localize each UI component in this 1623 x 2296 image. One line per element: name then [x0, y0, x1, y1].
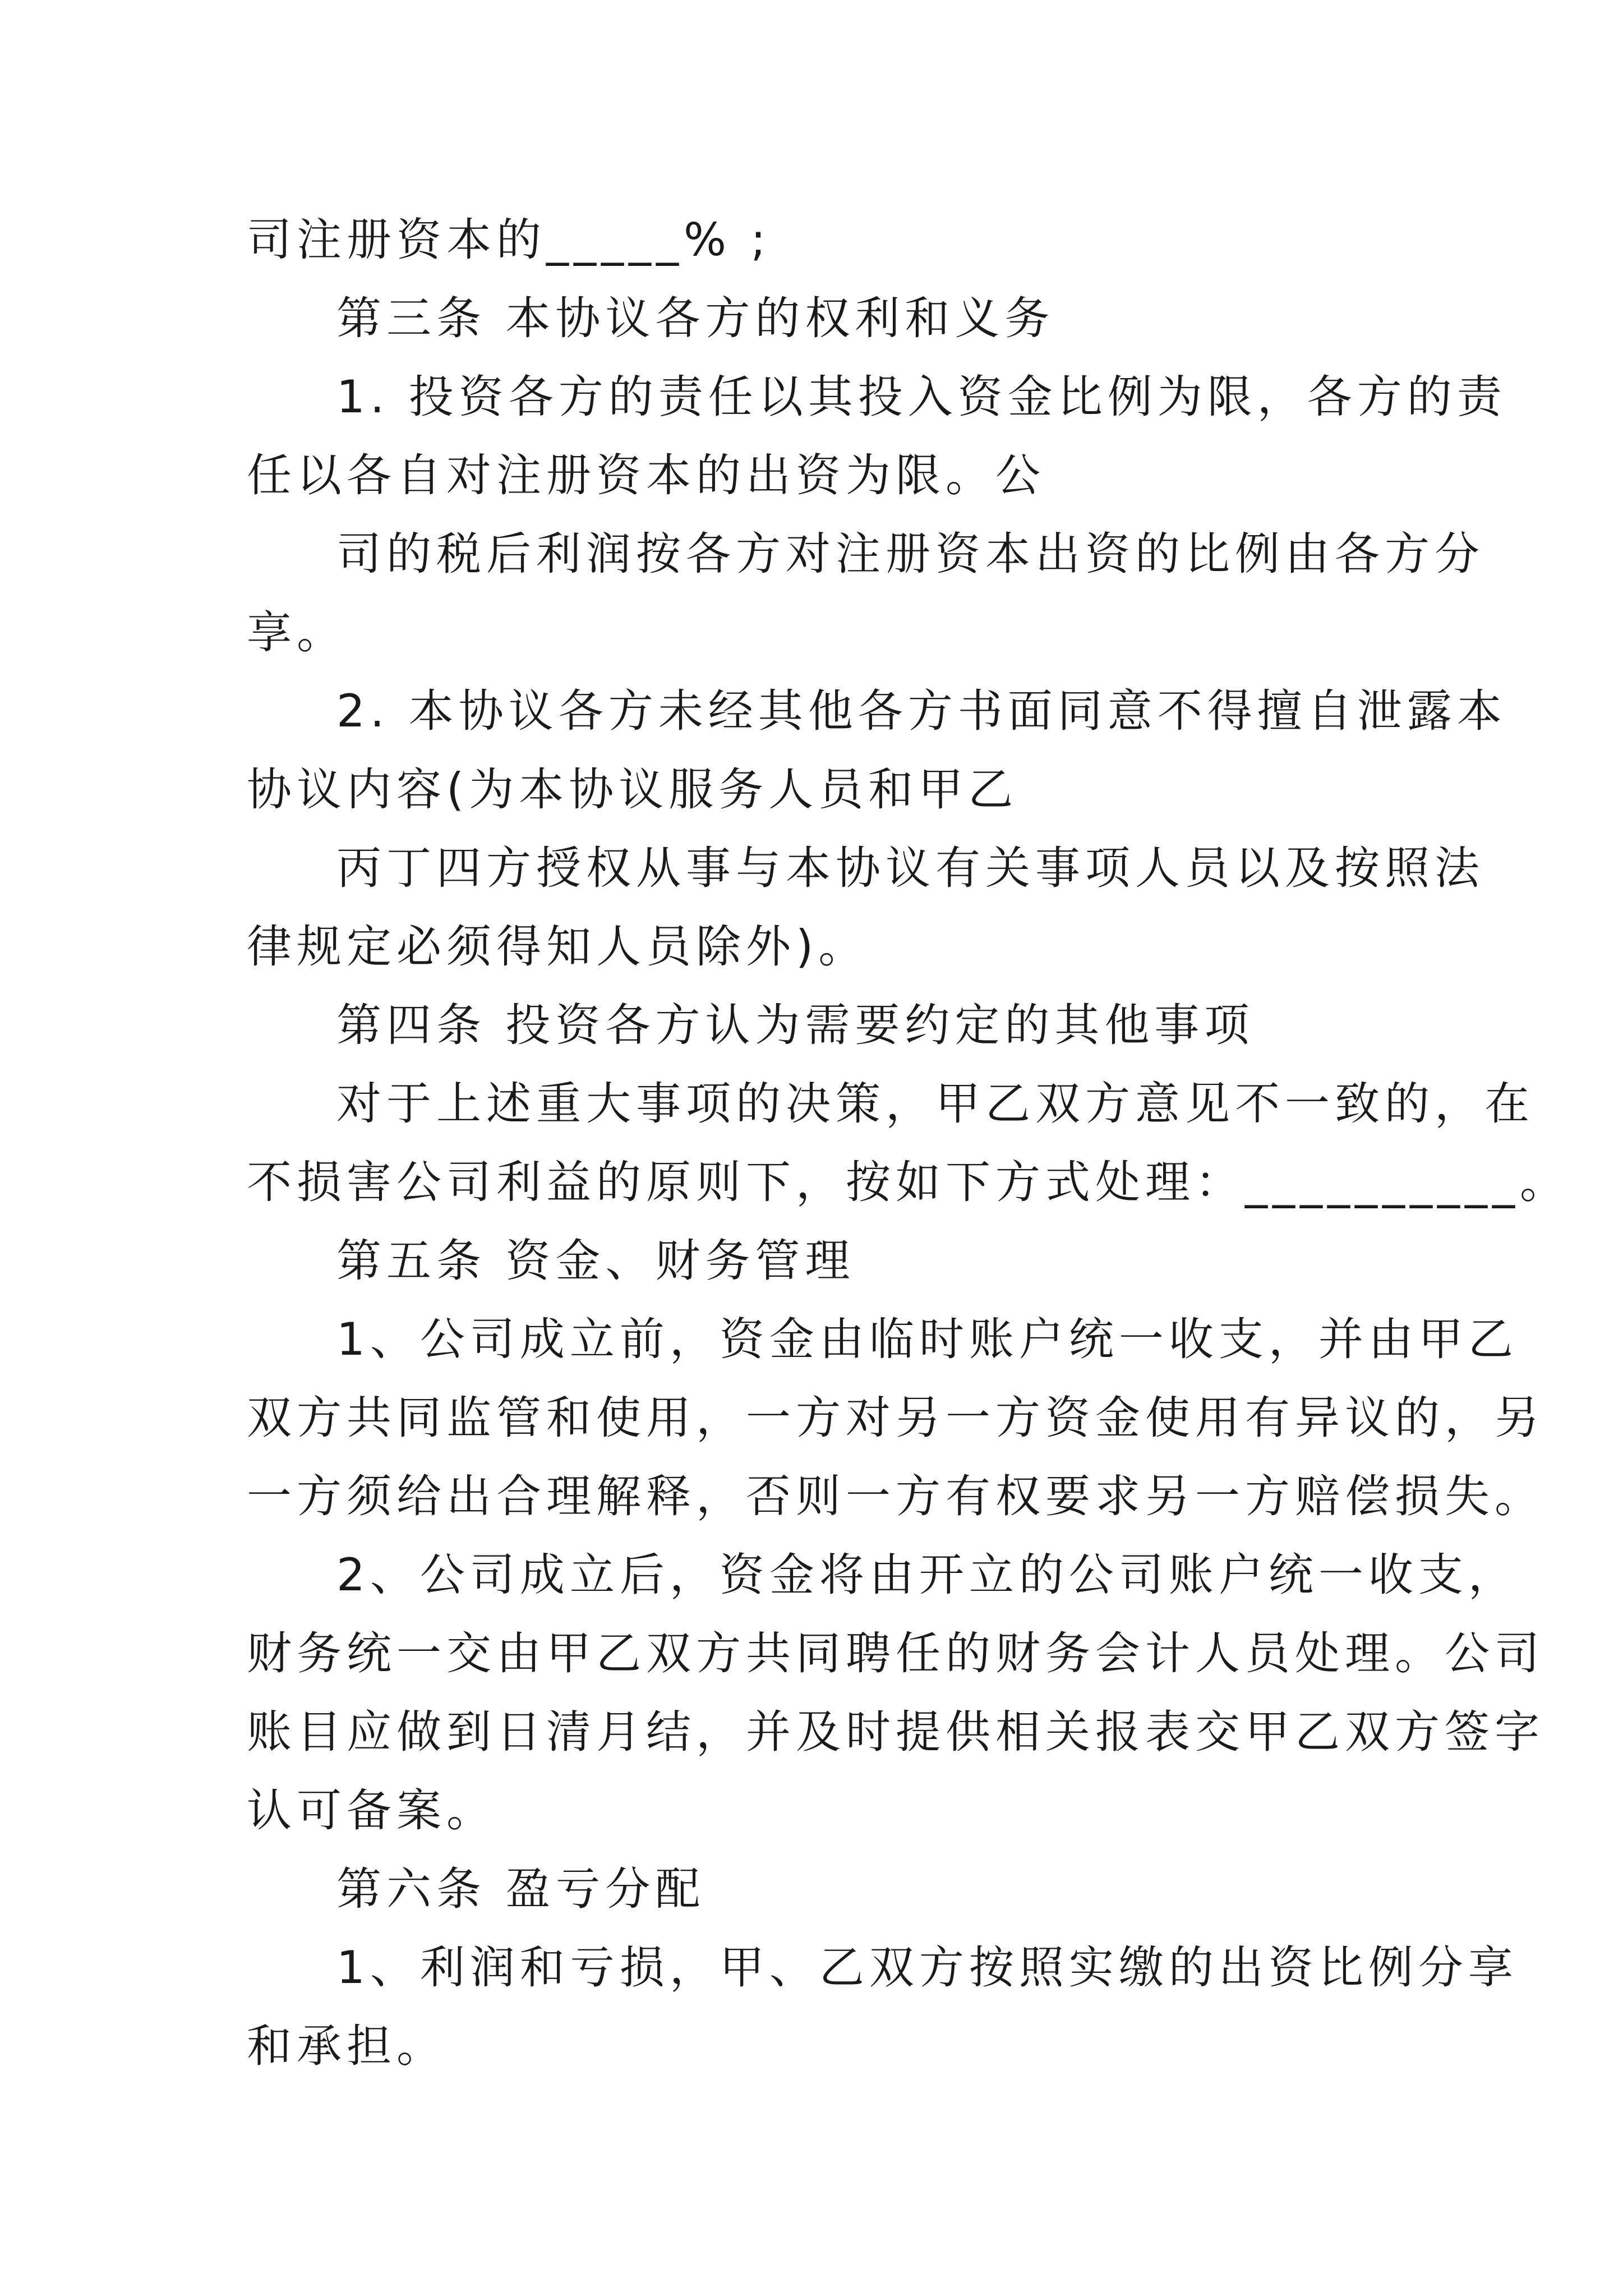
article-4-heading: 第四条 投资各方认为需要约定的其他事项 — [336, 999, 1255, 1051]
text-line-23: 1、利润和亏损，甲、乙双方按照实缴的出资比例分享 — [336, 1941, 1518, 1994]
text-line-3: 1. 投资各方的责任以其投入资金比例为限，各方的责 — [336, 371, 1507, 423]
text-line-4: 任以各自对注册资本的出资为限。公 — [247, 449, 1045, 501]
text-line-17: 一方须给出合理解释，否则一方有权要求另一方赔偿损失。 — [247, 1470, 1544, 1522]
text-line-7: 2. 本协议各方未经其他各方书面同意不得擅自泄露本 — [336, 685, 1507, 737]
text-line-19: 财务统一交由甲乙双方共同聘任的财务会计人员处理。公司 — [247, 1627, 1544, 1680]
text-line-5: 司的税后利润按各方对注册资本出资的比例由各方分 — [336, 528, 1484, 580]
text-line-9: 丙丁四方授权从事与本协议有关事项人员以及按照法 — [336, 842, 1484, 894]
text-line-8: 协议内容(为本协议服务人员和甲乙 — [247, 763, 1018, 816]
text-line-21: 认可备案。 — [247, 1784, 496, 1837]
text-line-6: 享。 — [247, 606, 347, 659]
text-line-13: 不损害公司利益的原则下，按如下方式处理：__________。 — [247, 1156, 1570, 1208]
text-line-20: 账目应做到日清月结，并及时提供相关报表交甲乙双方签字 — [247, 1706, 1544, 1758]
text-line-24: 和承担。 — [247, 2020, 446, 2072]
article-3-heading: 第三条 本协议各方的权利和义务 — [336, 292, 1055, 344]
text-line-1: 司注册资本的_____% ; — [247, 214, 771, 266]
article-6-heading: 第六条 盈亏分配 — [336, 1863, 706, 1915]
text-line-12: 对于上述重大事项的决策，甲乙双方意见不一致的，在 — [336, 1078, 1534, 1130]
text-line-10: 律规定必须得知人员除外)。 — [247, 921, 869, 973]
text-line-15: 1、公司成立前，资金由临时账户统一收支，并由甲乙 — [336, 1313, 1518, 1365]
text-line-18: 2、公司成立后，资金将由开立的公司账户统一收支， — [336, 1549, 1518, 1601]
article-5-heading: 第五条 资金、财务管理 — [336, 1235, 855, 1287]
text-line-16: 双方共同监管和使用，一方对另一方资金使用有异议的，另 — [247, 1392, 1544, 1444]
